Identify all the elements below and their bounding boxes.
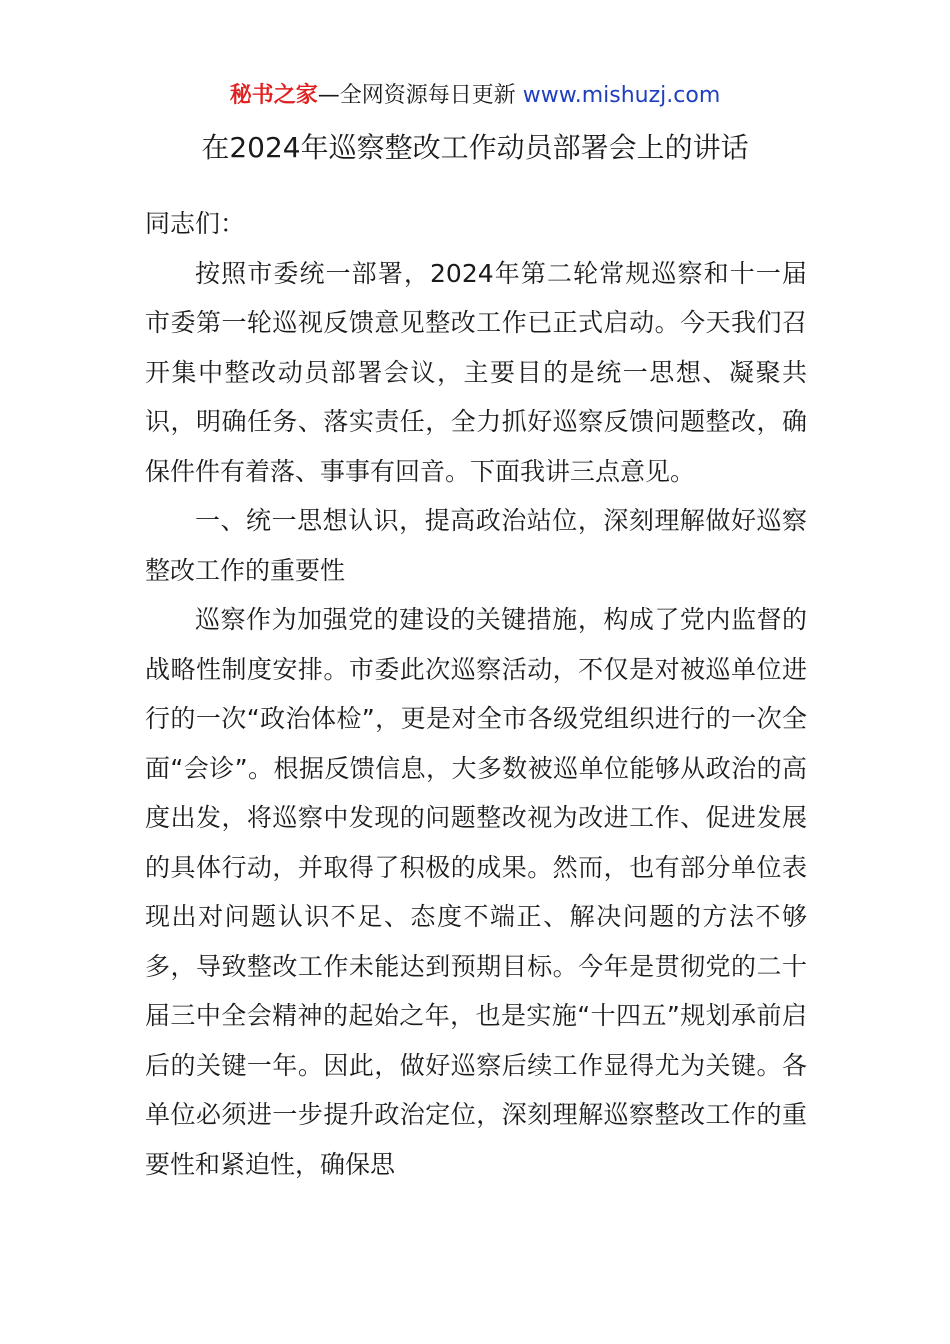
paragraph-intro: 按照市委统一部署，2024年第二轮常规巡察和十一届市委第一轮巡视反馈意见整改工作已正式启动。今天我们召开集中整改动员部署会议，主要目的是统一思想、凝聚共识，明确任务、落实责任，全力抓好巡察反馈问题整改，确保件件有着落、事事有回音。下面我讲三点意见。 [145,258,807,486]
header-tagline: —全网资源每日更新 [317,83,516,108]
section-heading-1: 一、统一思想认识，提高政治站位，深刻理解做好巡察整改工作的重要性 [145,506,807,585]
document-body [145,199,807,1189]
brand-name: 秘书之家 [229,83,318,108]
document-title: 在2024年巡察整改工作动员部署会上的讲话 [201,131,749,164]
site-header [0,80,950,112]
salutation: 同志们： [145,209,246,238]
paragraph-section-1: 巡察作为加强党的建设的关键措施，构成了党内监督的战略性制度安排。市委此次巡察活动，不仅是对被巡单位进行的一次“政治体检”，更是对全市各级党组织进行的一次全面“会诊”。根据反馈信息，大多数被巡单位能够从政治的高度出发，将巡察中发现的问题整改视为改进工作、促进发展的具体行动，并取得了积极的成果。然而，也有部分单位表现出对问题认识不足、态度不端正、解决问题的方法不够多，导致整改工作未能达到预期目标。今年是贯彻党的二十届三中全会精神的起始之年，也是实施“十四五”规划承前启后的关键一年。因此，做好巡察后续工作显得尤为关键。各单位必须进一步提升政治定位，深刻理解巡察整改工作的重要性和紧迫性，确保思 [145,605,807,1179]
site-url-link[interactable]: www.mishuzj.com [522,83,721,108]
